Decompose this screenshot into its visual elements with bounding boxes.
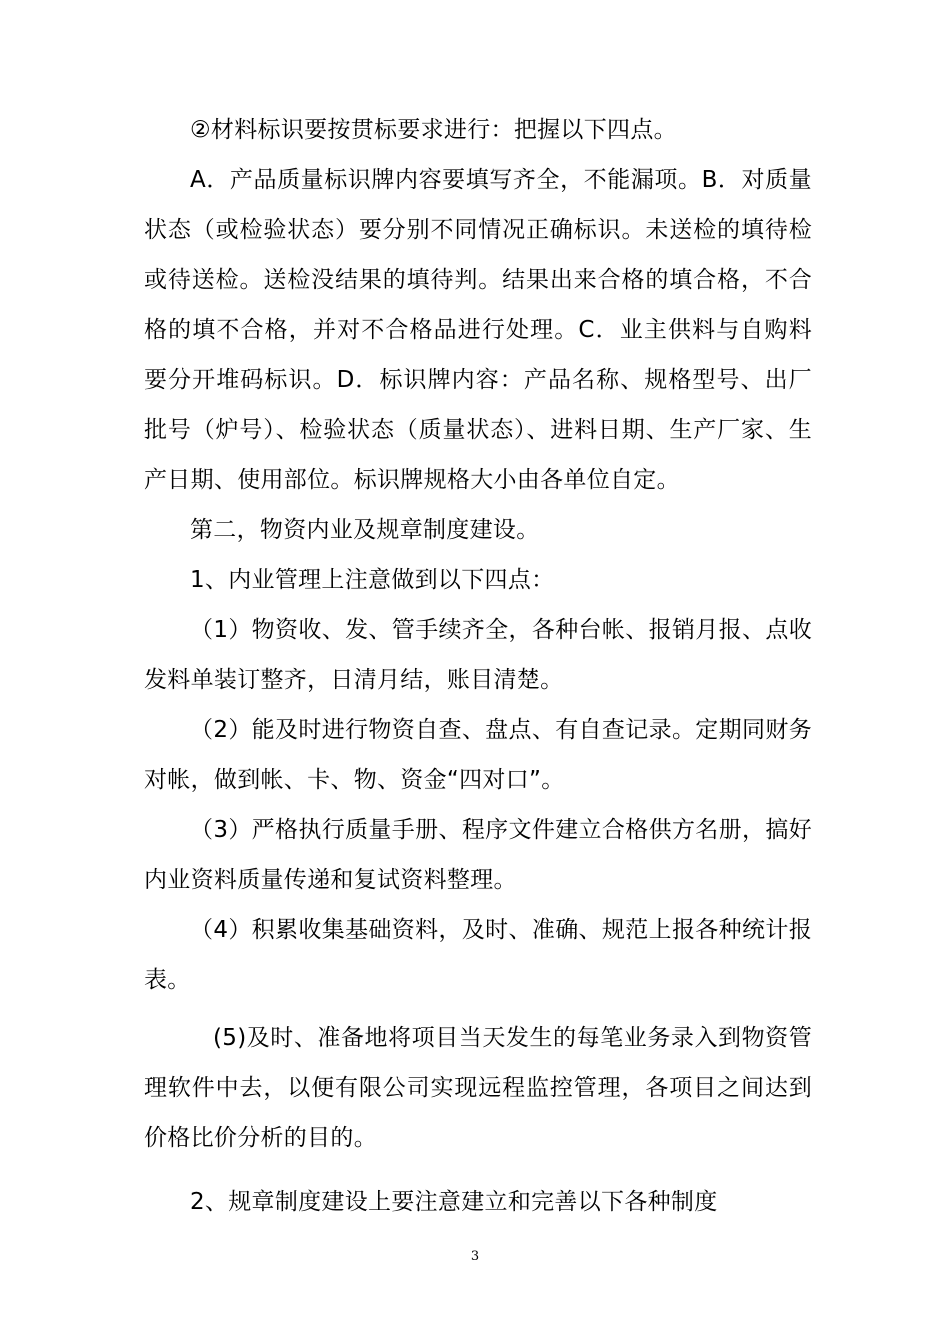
document-body xyxy=(144,105,812,1227)
paragraph-item-4: （4）积累收集基础资料，及时、准确、规范上报各种统计报表。 xyxy=(144,917,812,993)
paragraph-item-3: （3）严格执行质量手册、程序文件建立合格供方名册，搞好内业资料质量传递和复试资料整理。 xyxy=(144,817,812,893)
paragraph-internal-management-heading: 1、内业管理上注意做到以下四点： xyxy=(190,567,555,593)
paragraph-material-identification: ②材料标识要按贯标要求进行：把握以下四点。 xyxy=(190,117,677,143)
paragraph-item-5: (5)及时、准备地将项目当天发生的每笔业务录入到物资管理软件中去，以便有限公司实现远程监控管理，各项目之间达到价格比价分析的目的。 xyxy=(144,1025,812,1151)
paragraph-rules-heading: 2、规章制度建设上要注意建立和完善以下各种制度 xyxy=(190,1189,718,1215)
paragraph-section-two-heading: 第二，物资内业及规章制度建设。 xyxy=(190,517,540,543)
page-number: 3 xyxy=(470,1249,480,1264)
paragraph-item-1: （1）物资收、发、管手续齐全，各种台帐、报销月报、点收发料单装订整齐，日清月结，账目清楚。 xyxy=(144,617,812,693)
paragraph-identification-details: A．产品质量标识牌内容要填写齐全，不能漏项。B．对质量状态（或检验状态）要分别不同情况正确标识。未送检的填待检或待送检。送检没结果的填待判。结果出来合格的填合格，不合格的填不合格，并对不合格品进行处理。C．业主供料与自购料要分开堆码标识。D．标识牌内容：产品名称、规格型号、出厂批号（炉号）、检验状态（质量状态）、进料日期、生产厂家、生产日期、使用部位。标识牌规格大小由各单位自定。 xyxy=(144,167,812,493)
paragraph-item-2: （2）能及时进行物资自查、盘点、有自查记录。定期同财务对帐，做到帐、卡、物、资金“四对口”。 xyxy=(144,717,812,793)
